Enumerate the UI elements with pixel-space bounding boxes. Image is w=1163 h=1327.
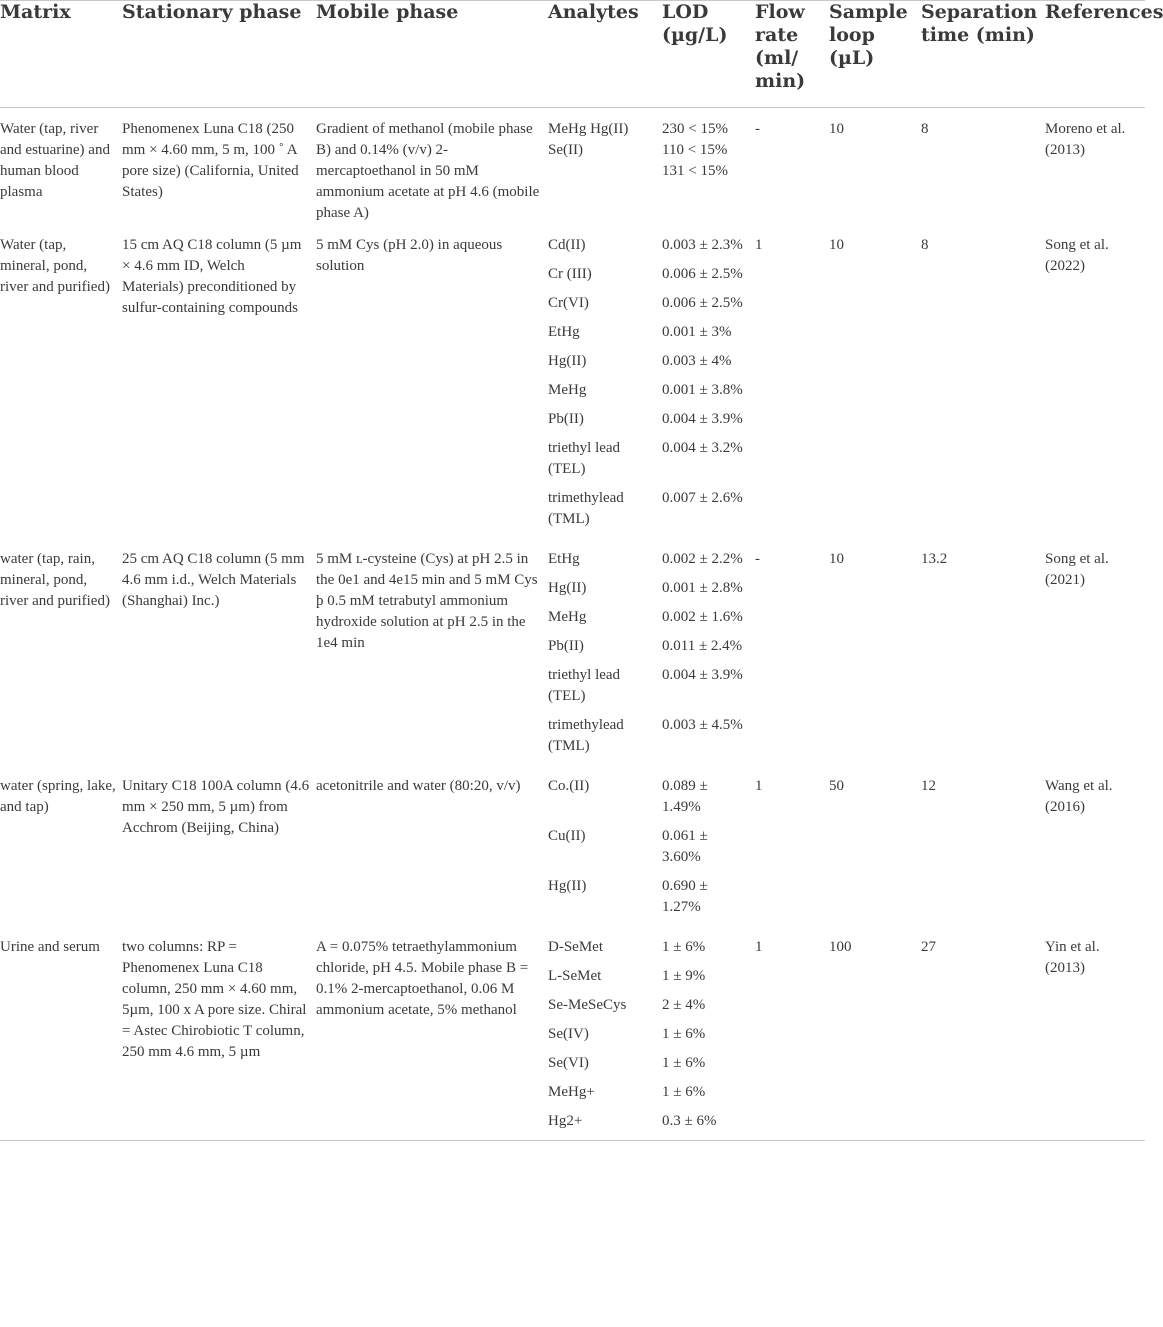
analyte-cell: Pb(II)	[548, 411, 584, 427]
flow-rate-cell: 1	[755, 939, 763, 955]
analyte-cell: Se-MeSeCys	[548, 997, 627, 1013]
matrix-cell: Water (tap, river and estuarine) and human blood plasma	[0, 121, 110, 200]
mobile-phase-cell: A = 0.075% tetraethylammonium chloride, pH 4.5. Mobile phase B = 0.1% 2-mercaptoethanol, 0.06 M ammonium acetate, 5% methanol	[316, 939, 529, 1018]
analyte-cell: triethyl lead (TEL)	[548, 440, 621, 477]
stationary-phase-cell: two columns: RP = Phenomenex Luna C18 column, 250 mm × 4.60 mm, 5µm, 100 x A pore size. Chiral = Astec Chirobiotic T column, 250 mm 4.6 mm, 5 µm	[122, 939, 307, 1060]
reference-cell: Moreno et al. (2013)	[1045, 121, 1126, 158]
lod-cell: 0.006 ± 2.5%	[662, 295, 743, 311]
analyte-cell: MeHg+	[548, 1084, 595, 1100]
table-row	[0, 108, 1145, 225]
lod-cell: 1 ± 6%	[662, 1055, 706, 1071]
lod-cell: 0.004 ± 3.9%	[662, 667, 743, 683]
column-header-separation-time: Separation time (min)	[921, 1, 1038, 46]
analyte-cell: triethyl lead (TEL)	[548, 667, 621, 704]
flow-rate-cell: 1	[755, 778, 763, 794]
stationary-phase-cell: 15 cm AQ C18 column (5 µm × 4.6 mm ID, Welch Materials) preconditioned by sulfur-containing compounds	[122, 237, 302, 316]
flow-rate-cell: -	[755, 551, 760, 567]
analyte-cell: Cd(II)	[548, 237, 586, 253]
separation-time-cell: 13.2	[921, 551, 948, 567]
column-header-lod: LOD (µg/L)	[662, 1, 728, 46]
analyte-cell: Se(IV)	[548, 1026, 589, 1042]
lod-cell: 0.003 ± 2.3%	[662, 237, 743, 253]
column-header-sample-loop: Sample loop (µL)	[829, 1, 908, 69]
stationary-phase-cell: 25 cm AQ C18 column (5 mm 4.6 mm i.d., Welch Materials (Shanghai) Inc.)	[122, 551, 305, 609]
analyte-cell: Cr(VI)	[548, 295, 589, 311]
column-header-analytes: Analytes	[548, 1, 639, 23]
analyte-cell: Co.(II)	[548, 778, 590, 794]
reference-cell: Song et al. (2021)	[1045, 551, 1109, 588]
table-row	[0, 926, 1145, 966]
analyte-cell: MeHg	[548, 609, 587, 625]
reference-cell: Song et al. (2022)	[1045, 237, 1109, 274]
lod-cell: 0.007 ± 2.6%	[662, 490, 743, 506]
lod-cell: 0.011 ± 2.4%	[662, 638, 743, 654]
lod-cell: 0.003 ± 4.5%	[662, 717, 743, 733]
lod-cell: 0.089 ± 1.49%	[662, 778, 708, 815]
sample-loop-cell: 10	[829, 551, 844, 567]
lod-cell: 0.690 ± 1.27%	[662, 878, 708, 915]
lod-cell: 1 ± 6%	[662, 1026, 706, 1042]
analyte-cell: Hg(II)	[548, 353, 587, 369]
analyte-cell: Se(VI)	[548, 1055, 589, 1071]
analyte-cell: Hg2+	[548, 1113, 583, 1129]
analyte-cell: Hg(II)	[548, 580, 587, 596]
column-header-mobile-phase: Mobile phase	[316, 1, 459, 23]
analyte-cell: L-SeMet	[548, 968, 602, 984]
lod-cell: 0.003 ± 4%	[662, 353, 732, 369]
lod-cell: 0.002 ± 2.2%	[662, 551, 743, 567]
lod-cell: 0.3 ± 6%	[662, 1113, 717, 1129]
lod-cell: 0.002 ± 1.6%	[662, 609, 743, 625]
column-header-references: References	[1045, 1, 1163, 23]
matrix-cell: water (spring, lake, and tap)	[0, 778, 116, 815]
analyte-cell: trimethylead (TML)	[548, 490, 624, 527]
separation-time-cell: 8	[921, 237, 929, 253]
lod-cell: 0.001 ± 3%	[662, 324, 732, 340]
lod-cell: 0.004 ± 3.2%	[662, 440, 743, 456]
lod-cell: 1 ± 9%	[662, 968, 706, 984]
sample-loop-cell: 10	[829, 121, 844, 137]
lod-cell: 2 ± 4%	[662, 997, 706, 1013]
analyte-cell: MeHg Hg(II) Se(II)	[548, 121, 629, 158]
analyte-cell: MeHg	[548, 382, 587, 398]
analyte-cell: EtHg	[548, 324, 580, 340]
lod-cell: 0.004 ± 3.9%	[662, 411, 743, 427]
reference-cell: Wang et al. (2016)	[1045, 778, 1113, 815]
separation-time-cell: 27	[921, 939, 936, 955]
separation-time-cell: 12	[921, 778, 936, 794]
lod-cell: 0.001 ± 2.8%	[662, 580, 743, 596]
sample-loop-cell: 100	[829, 939, 852, 955]
mobile-phase-cell: acetonitrile and water (80:20, v/v)	[316, 778, 521, 794]
flow-rate-cell: -	[755, 121, 760, 137]
sample-loop-cell: 50	[829, 778, 844, 794]
mobile-phase-cell: Gradient of methanol (mobile phase B) and 0.14% (v/v) 2-mercaptoethanol in 50 mM ammonium acetate at pH 4.6 (mobile phase A)	[316, 121, 540, 221]
column-header-flow-rate: Flow rate (ml/ min)	[755, 1, 806, 92]
matrix-cell: water (tap, rain, mineral, pond, river and purified)	[0, 551, 110, 609]
table-body	[0, 108, 1145, 1141]
stationary-phase-cell: Phenomenex Luna C18 (250 mm × 4.60 mm, 5 m, 100 ˚ A pore size) (California, United States)	[122, 121, 299, 200]
analyte-cell: Cu(II)	[548, 828, 586, 844]
analyte-cell: EtHg	[548, 551, 580, 567]
analyte-cell: Pb(II)	[548, 638, 584, 654]
lod-cell: 1 ± 6%	[662, 1084, 706, 1100]
analyte-cell: trimethylead (TML)	[548, 717, 624, 754]
reference-cell: Yin et al. (2013)	[1045, 939, 1100, 976]
lod-cell: 1 ± 6%	[662, 939, 706, 955]
stationary-phase-cell: Unitary C18 100A column (4.6 mm × 250 mm, 5 µm) from Acchrom (Beijing, China)	[122, 778, 310, 836]
mobile-phase-cell: 5 mM Cys (pH 2.0) in aqueous solution	[316, 237, 503, 274]
header-row	[0, 1, 1145, 108]
column-header-matrix: Matrix	[0, 1, 71, 23]
table-row	[0, 224, 1145, 264]
matrix-cell: Water (tap, mineral, pond, river and purified)	[0, 237, 110, 295]
table-row	[0, 538, 1145, 578]
analyte-cell: Hg(II)	[548, 878, 587, 894]
separation-time-cell: 8	[921, 121, 929, 137]
mobile-phase-cell: 5 mM ʟ-cysteine (Cys) at pH 2.5 in the 0e1 and 4e15 min and 5 mM Cys þ 0.5 mM tetrabutyl ammonium hydroxide solution at pH 2.5 in the 1e4 min	[316, 551, 538, 651]
lod-cell: 0.006 ± 2.5%	[662, 266, 743, 282]
lod-cell: 230 < 15% 110 < 15% 131 < 15%	[662, 121, 728, 179]
sample-loop-cell: 10	[829, 237, 844, 253]
column-header-stationary-phase: Stationary phase	[122, 1, 302, 23]
lod-cell: 0.061 ± 3.60%	[662, 828, 708, 865]
matrix-cell: Urine and serum	[0, 939, 100, 955]
table-row	[0, 765, 1145, 826]
analyte-cell: D-SeMet	[548, 939, 603, 955]
flow-rate-cell: 1	[755, 237, 763, 253]
analyte-cell: Cr (III)	[548, 266, 592, 282]
lod-cell: 0.001 ± 3.8%	[662, 382, 743, 398]
